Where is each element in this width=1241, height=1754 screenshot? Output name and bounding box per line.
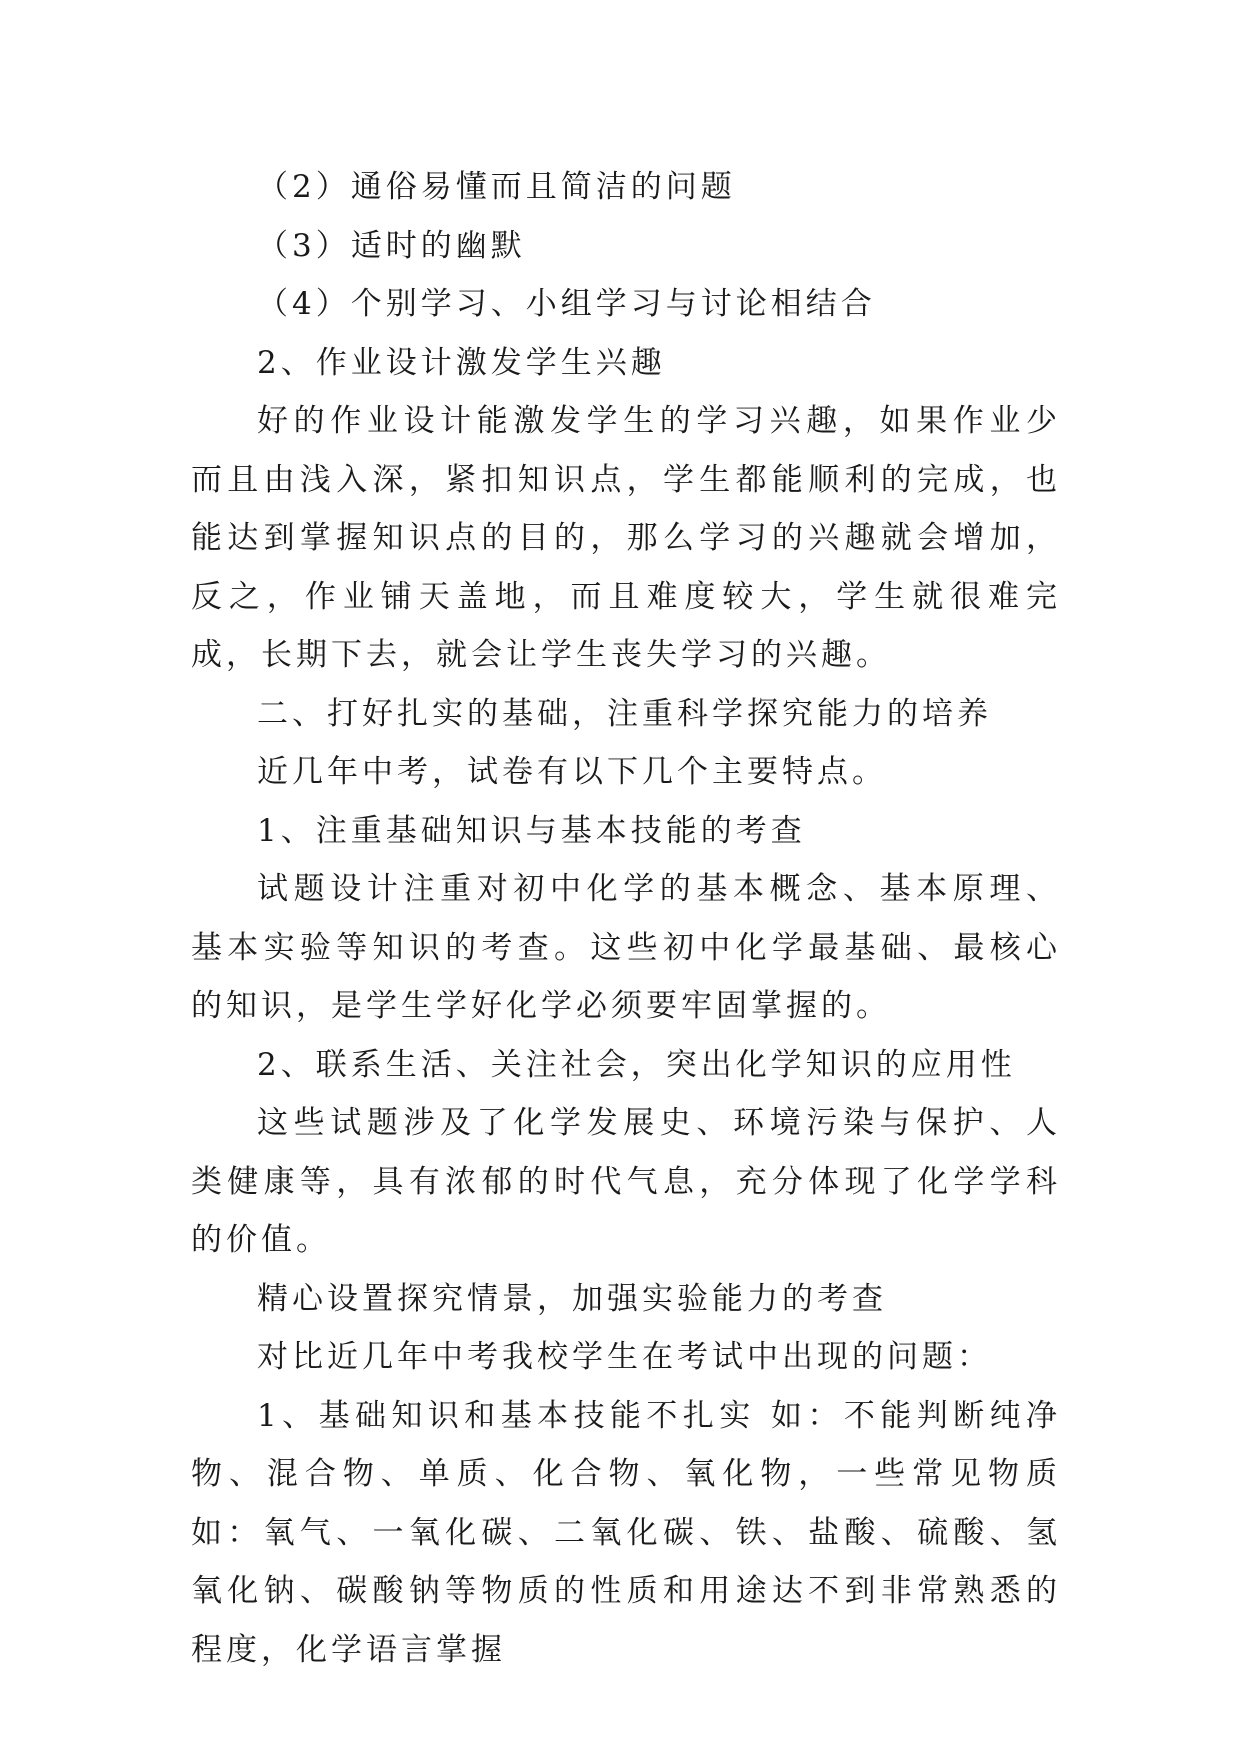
section-heading: 2、联系生活、关注社会，突出化学知识的应用性 (257, 1046, 1016, 1083)
section-heading: 二、打好扎实的基础，注重科学探究能力的培养 (257, 695, 992, 732)
paragraph: 近几年中考，试卷有以下几个主要特点。 (257, 754, 887, 790)
paragraph: 这些试题涉及了化学发展史、环境污染与保护、人类健康等，具有浓郁的时代气息，充分体现了化学学科的价值。 (191, 1105, 1061, 1258)
paragraph: 1、基础知识和基本技能不扎实 如：不能判断纯净物、混合物、单质、化合物、氧化物，一些常见物质如：氧气、一氧化碳、二氧化碳、铁、盐酸、硫酸、氢氧化钠、碳酸钠等物质的性质和用途达不到非常熟悉的程度，化学语言掌握 (191, 1397, 1061, 1668)
section-heading: 1、注重基础知识与基本技能的考查 (257, 812, 806, 849)
section-heading: 2、作业设计激发学生兴趣 (257, 344, 666, 381)
paragraph: （4）个别学习、小组学习与讨论相结合 (257, 286, 876, 322)
section-heading: 精心设置探究情景，加强实验能力的考查 (257, 1280, 887, 1317)
paragraph: （2）通俗易懂而且简洁的问题 (257, 169, 736, 205)
paragraph: 好的作业设计能激发学生的学习兴趣，如果作业少而且由浅入深，紧扣知识点，学生都能顺利的完成，也能达到掌握知识点的目的，那么学习的兴趣就会增加，反之，作业铺天盖地，而且难度较大，学生就很难完成，长期下去，就会让学生丧失学习的兴趣。 (191, 403, 1061, 673)
document-body (191, 158, 1061, 1679)
paragraph: 试题设计注重对初中化学的基本概念、基本原理、基本实验等知识的考查。这些初中化学最基础、最核心的知识，是学生学好化学必须要牢固掌握的。 (191, 871, 1061, 1024)
paragraph: 对比近几年中考我校学生在考试中出现的问题： (257, 1339, 992, 1375)
paragraph: （3）适时的幽默 (257, 227, 526, 264)
